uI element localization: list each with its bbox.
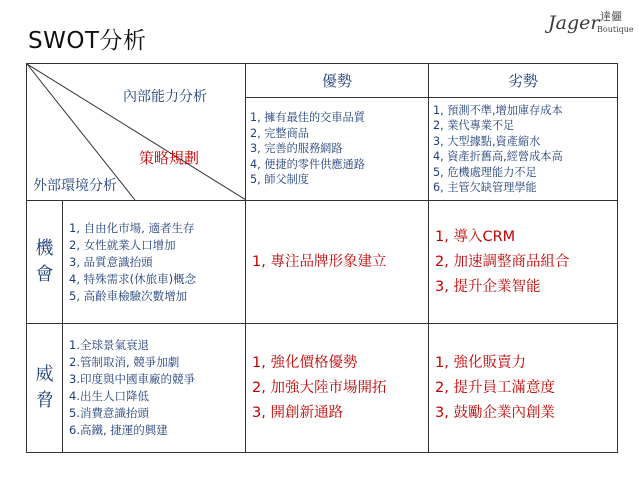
logo-brand-text: Jager	[548, 12, 600, 34]
threat-item: 3.印度與中國車廠的競爭	[69, 372, 195, 386]
swot-matrix	[26, 63, 618, 453]
st-strategy-item: 3, 開創新通路	[252, 404, 343, 421]
opportunities-cell	[63, 201, 246, 324]
threat-item: 1.全球景氣衰退	[69, 338, 149, 352]
opportunities-label-char: 會	[35, 264, 54, 285]
threat-item: 6.高鐵, 捷運的興建	[69, 423, 168, 437]
wo-strategy-item: 3, 提升企業智能	[435, 278, 541, 295]
strength-item: 5, 師父制度	[250, 173, 309, 187]
wt-strategy-item: 2, 提升員工滿意度	[435, 379, 555, 396]
wo-strategy-item: 1, 導入CRM	[435, 228, 516, 245]
opportunity-item: 3, 品質意識抬頭	[69, 254, 153, 269]
threats-label-char: 威	[35, 364, 54, 385]
opportunity-item: 4, 特殊需求(休旅車)概念	[69, 271, 197, 286]
weakness-item: 1, 預測不準,增加庫存成本	[433, 103, 563, 117]
strategy-planning-label: 策略規劃	[139, 149, 200, 167]
weakness-item: 6, 主管欠缺管理學能	[433, 181, 537, 194]
weakness-item: 3, 大型據點,資產縮水	[433, 134, 541, 148]
threat-item: 4.出生人口降低	[69, 389, 149, 403]
weaknesses-header: 劣勢	[429, 64, 618, 98]
opportunity-item: 1, 自由化市場, 適者生存	[69, 220, 195, 235]
opportunity-item: 5, 高齡車檢驗次數增加	[69, 288, 188, 303]
opportunity-item: 2, 女性就業人口增加	[69, 237, 176, 252]
threat-item: 5.消費意識抬頭	[69, 406, 149, 420]
logo-chinese-text: 達儷	[600, 10, 622, 23]
logo-sub-text: Boutique	[597, 25, 634, 34]
threat-item: 2.管制取消, 競爭加劇	[69, 355, 180, 369]
opportunities-label-char: 機	[35, 238, 54, 259]
threats-cell	[63, 324, 246, 453]
opportunities-label	[27, 201, 63, 324]
threats-label	[27, 324, 63, 453]
strength-item: 2, 完整商品	[250, 126, 309, 140]
st-strategy-item: 1, 強化價格優勢	[252, 354, 358, 371]
weakness-item: 2, 業代專業不足	[433, 119, 515, 132]
brand-logo	[548, 8, 632, 42]
strengths-cell	[246, 98, 429, 201]
external-analysis-label: 外部環境分析	[33, 178, 117, 194]
page-title: SWOT分析	[28, 28, 147, 54]
st-strategy-item: 2, 加強大陸市場開拓	[252, 379, 387, 396]
threats-label-char: 脅	[35, 390, 54, 411]
weakness-item: 5, 危機處理能力不足	[433, 165, 537, 179]
weakness-item: 4, 資產折舊高,經營成本高	[433, 150, 563, 163]
wo-strategy-cell	[429, 201, 618, 324]
so-strategy-item: 1, 專注品牌形象建立	[252, 253, 387, 270]
strengths-header: 優勢	[246, 64, 429, 98]
wt-strategy-item: 1, 強化販賣力	[435, 354, 526, 371]
wt-strategy-cell	[429, 324, 618, 453]
wt-strategy-item: 3, 鼓勵企業內創業	[435, 404, 555, 421]
matrix-corner-cell	[27, 64, 246, 201]
internal-analysis-label: 內部能力分析	[123, 89, 207, 105]
so-strategy-cell	[246, 201, 429, 324]
strength-item: 4, 便捷的零件供應通路	[250, 157, 365, 171]
strength-item: 1, 擁有最佳的交車品質	[250, 111, 365, 125]
st-strategy-cell	[246, 324, 429, 453]
wo-strategy-item: 2, 加速調整商品組合	[435, 253, 570, 270]
strength-item: 3, 完善的服務網路	[250, 142, 343, 156]
weaknesses-cell	[429, 98, 618, 201]
